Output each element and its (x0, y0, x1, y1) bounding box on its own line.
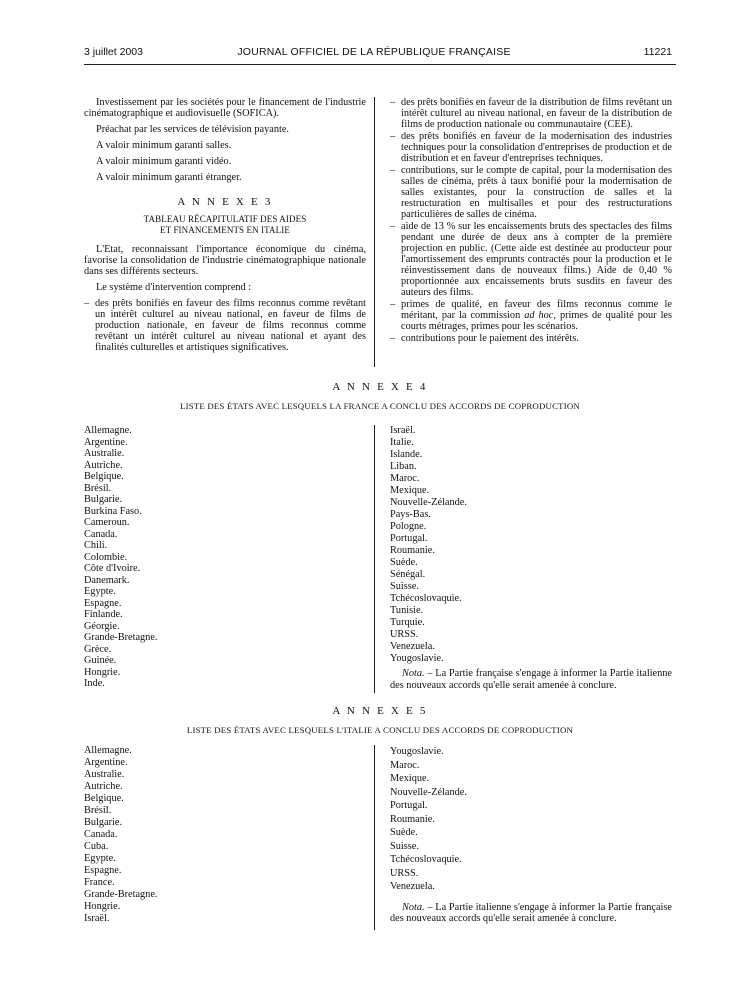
header-date: 3 juillet 2003 (84, 46, 143, 58)
paragraph: A valoir minimum garanti étranger. (96, 172, 242, 183)
annex4-nota (390, 668, 672, 691)
list-item-text-part: primes de qualité, en faveur des films reconnus comme le méritant, par la commission (401, 299, 672, 321)
paragraph: L'Etat, reconnaissant l'importance économique du cinéma, favorise la consolidation de l'industrie cinématographique nationale dans ses différents secteurs. (84, 244, 366, 277)
annex4-right-list (390, 425, 672, 691)
country-list-item: Côte d'Ivoire. (84, 563, 141, 574)
country-list-item: Nouvelle-Zélande. (390, 786, 467, 798)
country-list-item: URSS. (390, 867, 419, 879)
paragraph: Le système d'intervention comprend : (96, 282, 252, 293)
country-list-item: Tunisie. (390, 605, 424, 616)
annex3-subtitle-line1: TABLEAU RÉCAPITULATIF DES AIDES (143, 214, 307, 224)
country-list-item: Argentine. (84, 757, 128, 768)
paragraph: Investissement par les sociétés pour le financement de l'industrie cinématographique et audiovisuelle (SOFICA). (84, 97, 366, 119)
annex3-subtitle-line2: ET FINANCEMENTS EN ITALIE (160, 225, 290, 235)
annex3-subtitle (84, 214, 366, 236)
header-rule (84, 64, 676, 65)
country-list-item: Turquie. (390, 617, 425, 628)
column-divider (374, 97, 375, 367)
country-list-item: Bulgarie. (84, 494, 123, 505)
country-list-item: Argentine. (84, 436, 128, 448)
list-item-text: des prêts bonifiés en faveur de la modernisation des industries techniques pour la consolidation d'entreprises de production et de distribution et en faveur d'entreprises techniques. (401, 131, 672, 164)
header-page-number: 11221 (643, 46, 672, 58)
nota-label: Nota. (402, 901, 425, 913)
country-list-item: Autriche. (84, 459, 123, 471)
country-list-item: Islande. (390, 449, 423, 460)
country-list-item: Grande-Bretagne. (84, 632, 158, 643)
top-left-column (84, 97, 366, 354)
country-list-item: Sénégal. (390, 569, 426, 580)
list-item-text (401, 299, 672, 332)
country-list-item: Italie. (390, 437, 414, 448)
country-list-item: Australie. (84, 769, 125, 780)
country-list-item: Israël. (390, 425, 416, 436)
annex3-title: A N N E X E 3 (177, 196, 273, 208)
country-list-item: Canada. (84, 829, 118, 840)
annex5-nota (390, 902, 672, 925)
country-list-item: Yougoslavie. (390, 653, 444, 664)
country-list-item: Portugal. (390, 533, 428, 544)
country-list-item: Egypte. (84, 586, 116, 597)
country-list-item: Suisse. (390, 581, 419, 592)
country-list-item: Nouvelle-Zélande. (390, 497, 467, 508)
country-list-item: Maroc. (390, 473, 420, 484)
column-divider (374, 425, 375, 693)
country-list-item: Danemark. (84, 574, 130, 586)
country-list-item: Guinée. (84, 655, 117, 666)
country-list-item: Espagne. (84, 865, 122, 876)
country-list-item: Liban. (390, 461, 417, 472)
annex4-left-list (84, 425, 354, 690)
country-list-item: Maroc. (390, 759, 420, 771)
country-list-item: Tchécoslovaquie. (390, 854, 462, 865)
column-divider (374, 745, 375, 930)
country-list-item: Mexique. (390, 773, 430, 784)
country-list-item: Egypte. (84, 853, 116, 864)
list-item: – des prêts bonifiés en faveur de la modernisation des industries techniques pour la consolidation d'entreprises de production et de distribution et en faveur d'entreprises techniques. (390, 131, 672, 164)
list-item: – aide de 13 % sur les encaissements bruts des spectacles des films pendant une durée de deux ans à compter de la première projection en public. (Cette aide est destinée au producteur pour l'amortissement des emprunts contractés pour la production et le réinvestissement dans de nouveaux films.) Aide de 0,40 % proportionnée aux encaissements bruts susdits en faveur des auteurs des films. (390, 221, 672, 298)
country-list-item: Burkina Faso. (84, 505, 142, 517)
list-item-text: aide de 13 % sur les encaissements bruts des spectacles des films pendant une durée de deux ans à compter de la première projection en public. (Cette aide est destinée au producteur pour l'amortissement des emprunts contractés pour la production et le réinvestissement dans de nouveaux films.) Aide de 0,40 % proportionnée aux encaissements bruts susdits en faveur des auteurs des films. (401, 221, 672, 298)
country-list-item: Brésil. (84, 805, 112, 816)
country-list-item: Pologne. (390, 521, 427, 532)
country-list-item: Hongrie. (84, 901, 121, 912)
country-list-item: Israël. (84, 913, 110, 924)
country-list-item: Venezuela. (390, 881, 435, 892)
country-list-item: Suisse. (390, 840, 419, 852)
country-list-item: Espagne. (84, 597, 122, 609)
country-list-item: Grande-Bretagne. (84, 889, 158, 900)
country-list-item: Tchécoslovaquie. (390, 593, 462, 604)
country-list-item: Suède. (390, 827, 418, 838)
country-list-item: Mexique. (390, 485, 430, 496)
country-list-item: Belgique. (84, 793, 124, 804)
annex4-title: A N N E X E 4 (332, 381, 428, 393)
running-header (0, 46, 748, 62)
list-item-text-part: , primes de qualité pour les courts métrages, primes pour les scénarios. (401, 310, 673, 332)
annex5-left-list (84, 745, 354, 925)
list-item-text: des prêts bonifiés en faveur des films reconnus comme revêtant un intérêt culturel au niveau national, en faveur de films de production nationale, en faveur de films reconnus comme revêtant un intérêt culturel au niveau national et ayant des finalités culturelles et artistiques significatives. (95, 298, 366, 353)
country-list-item: Autriche. (84, 781, 123, 792)
country-list-item: Bulgarie. (84, 817, 123, 828)
nota-label: Nota. (402, 668, 425, 679)
country-list-item: Belgique. (84, 471, 124, 482)
country-list-item: Roumanie. (390, 545, 435, 556)
country-list-item: Cameroun. (84, 517, 130, 528)
annex5-title: A N N E X E 5 (332, 705, 428, 717)
paragraph: A valoir minimum garanti vidéo. (96, 156, 232, 167)
list-item-text: contributions pour le paiement des intérêts. (401, 333, 579, 344)
nota-text: – La Partie italienne s'engage à informer la Partie française des nouveaux accords qu'elle serait amenée à conclure. (390, 901, 672, 924)
nota-text: – La Partie française s'engage à informer la Partie italienne des nouveaux accords qu'elle serait amenée à conclure. (390, 668, 672, 691)
country-list-item: Portugal. (390, 800, 428, 811)
country-list-item: Chili. (84, 540, 108, 551)
annex5-subtitle: LISTE DES ÉTATS AVEC LESQUELS L'ITALIE A CONCLU DES ACCORDS DE COPRODUCTION (186, 725, 574, 735)
country-list-item: Pays-Bas. (390, 509, 431, 520)
country-list-item: Brésil. (84, 482, 112, 494)
country-list-item: Yougoslavie. (390, 746, 444, 757)
country-list-item: France. (84, 877, 115, 888)
country-list-item: Suède. (390, 557, 418, 568)
country-list-item: Allemagne. (84, 425, 132, 436)
country-list-item: Allemagne. (84, 745, 132, 756)
list-item-emphasis: ad hoc (524, 310, 554, 321)
list-item: – primes de qualité, en faveur des films reconnus comme le méritant, par la commission ad hoc, primes de qualité pour les courts métrages, primes pour les scénarios. (390, 299, 673, 332)
annex4-subtitle: LISTE DES ÉTATS AVEC LESQUELS LA FRANCE A CONCLU DES ACCORDS DE COPRODUCTION (180, 401, 580, 411)
paragraph: A valoir minimum garanti salles. (96, 140, 232, 151)
country-list-item: Australie. (84, 448, 125, 459)
country-list-item: Venezuela. (390, 641, 435, 652)
country-list-item: Roumanie. (390, 813, 435, 825)
list-item: – des prêts bonifiés en faveur des films reconnus comme revêtant un intérêt culturel au niveau national, en faveur de films de production nationale, en faveur de films reconnus comme revêtant un intérêt culturel au niveau national et ayant des finalités culturelles et artistiques significatives. (84, 298, 366, 353)
list-item: – des prêts bonifiés en faveur de la distribution de films revêtant un intérêt culturel au niveau national, en faveur de la distribution de films de production nationale ou communautaire (CEE). (390, 97, 672, 130)
country-list-item: Hongrie. (84, 666, 121, 678)
list-item: – contributions pour le paiement des intérêts. (390, 333, 672, 344)
top-right-column (390, 97, 672, 345)
country-list-item: Géorgie. (84, 620, 120, 632)
list-item-text: contributions, sur le compte de capital, pour la modernisation des salles de cinéma, prêts à taux bonifié pour la modernisation de salles existantes, pour la construction de salles et la restructuration en multisalles et pour des restructurations particulières de salles de cinéma. (401, 165, 672, 220)
header-journal-title: JOURNAL OFFICIEL DE LA RÉPUBLIQUE FRANÇAISE (237, 46, 511, 58)
country-list-item: Finlande. (84, 609, 123, 620)
list-item-text: des prêts bonifiés en faveur de la distribution de films revêtant un intérêt culturel au niveau national, en faveur de la distribution de films de production nationale ou communautaire (CEE). (401, 97, 672, 130)
paragraph: Préachat par les services de télévision payante. (96, 124, 289, 135)
country-list-item: Colombie. (84, 551, 128, 563)
country-list-item: URSS. (390, 629, 419, 640)
country-list-item: Grèce. (84, 643, 112, 655)
list-item: – contributions, sur le compte de capital, pour la modernisation des salles de cinéma, prêts à taux bonifié pour la modernisation de salles existantes, pour la construction de salles et la restructuration en multisalles et pour des restructurations particulières de salles de cinéma. (390, 165, 672, 220)
annex5-right-list (390, 745, 672, 925)
country-list-item: Cuba. (84, 841, 109, 852)
country-list-item: Canada. (84, 528, 118, 540)
country-list-item: Inde. (84, 678, 105, 689)
